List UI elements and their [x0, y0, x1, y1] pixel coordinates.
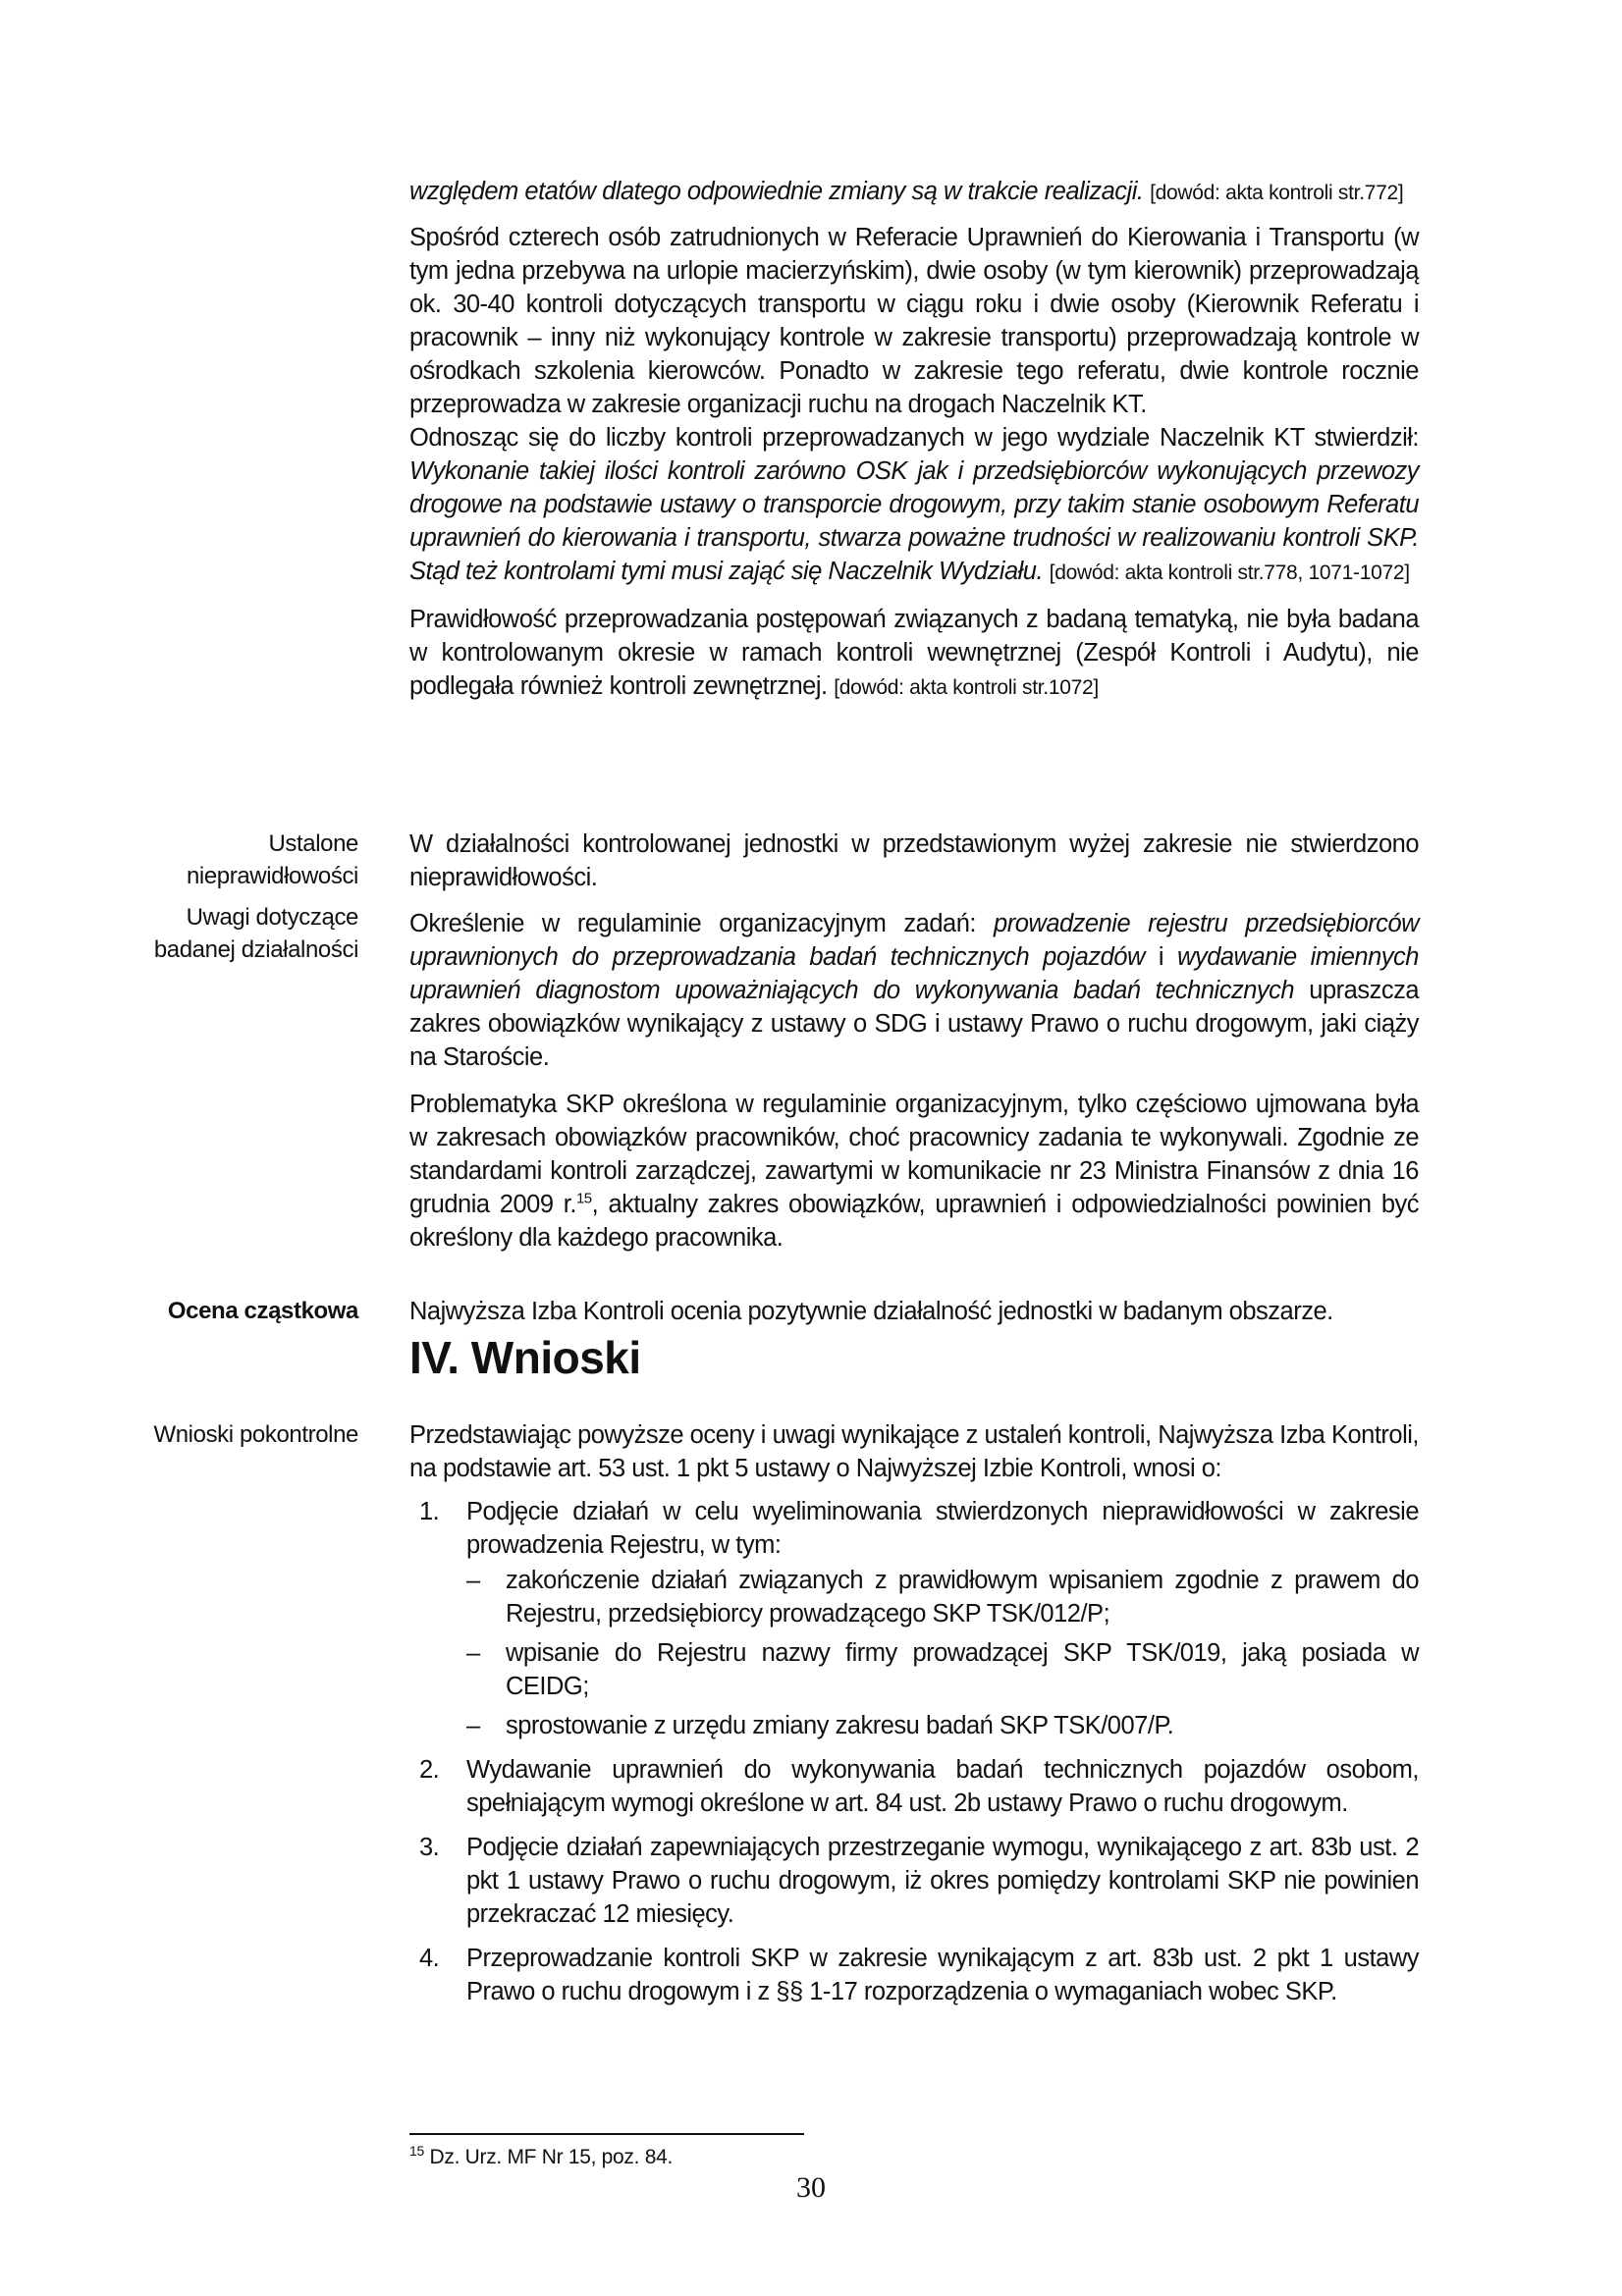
dash-mark: – — [466, 1712, 480, 1739]
main-block-3 — [409, 1295, 1419, 1328]
para4-text: Prawidłowość przeprowadzania postępowań związanych z badaną tematyką, nie była badana w kontrolowanym okresie w ramach kontroli wewnętrznej (Zespół Kontroli i Audytu), nie podlegała również kontroli zewnętrznej. — [409, 606, 1419, 700]
footnote-ref: 15 — [575, 1190, 592, 1207]
main-block-1 — [409, 175, 1419, 705]
sidebar-uwagi: Uwagi dotyczące badanej działalności — [153, 904, 358, 963]
sublist-text: sprostowanie z urzędu zmiany zakresu badań SKP TSK/007/P. — [506, 1712, 1174, 1739]
paragraph-5: W działalności kontrolowanej jednostki w przedstawionym wyżej zakresie nie stwierdzono nieprawidłowości. — [409, 830, 1419, 891]
paragraph-4 — [409, 603, 1419, 705]
sidebar-wnioski: Wnioski pokontrolne — [153, 1421, 358, 1448]
list-text: Wydawanie uprawnień do wykonywania badań technicznych pojazdów osobom, spełniającym wymogi określone w art. 84 ust. 2b ustawy Prawo o ruchu drogowym. — [466, 1756, 1419, 1817]
footnote-number: 15 — [409, 2143, 424, 2159]
paragraph-6 — [409, 907, 1419, 1074]
paragraph-3 — [409, 421, 1419, 590]
list-item — [409, 1831, 1419, 1931]
para3-italic: Wykonanie takiej ilości kontroli zarówno OSK jak i przedsiębiorców wykonujących przewozy drogowe na podstawie ustawy o transporcie drogowym, przy takim stanie osobowym Referatu uprawnień do kierowania i transportu, stwarza poważne trudności w realizowaniu kontroli SKP. Stąd też kontrolami tymi musi zająć się Naczelnik Wydziału. — [409, 457, 1419, 585]
list-number: 2. — [419, 1756, 440, 1784]
paragraph-2: Spośród czterech osób zatrudnionych w Referacie Uprawnień do Kierowania i Transportu (w tym jedna przebywa na urlopie macierzyńskim), dwie osoby (w tym kierownik) przeprowadzają ok. 30-40 kontroli dotyczących transportu w ciągu roku i dwie osoby (Kierownik Referatu i pracownik – inny niż wykonujący kontrole w zakresie transportu) przeprowadzają kontrole w ośrodkach szkolenia kierowców. Ponadto w zakresie tego referatu, dwie kontrole rocznie przeprowadza w zakresie organizacji ruchu na drogach Naczelnik KT. — [409, 224, 1419, 418]
sublist-item — [466, 1636, 1419, 1703]
list-number: 1. — [419, 1498, 440, 1525]
para7-b: , aktualny zakres obowiązków, uprawnień i odpowiedzialności powinien być określony dla każdego pracownika. — [409, 1191, 1420, 1252]
para7-a: Problematyka SKP określona w regulaminie organizacyjnym, tylko częściowo ujmowana była w zakresach obowiązków pracowników, choć pracownicy zadania te wykonywali. Zgodnie ze standardami kontroli zarządczej, zawartymi w komunikacie nr 23 Ministra Finansów z dnia 16 grudnia 2009 r. — [409, 1091, 1419, 1218]
list-text: Podjęcie działań zapewniających przestrzeganie wymogu, wynikającego z art. 83b ust. 2 pkt 1 ustawy Prawo o ruchu drogowym, iż okres pomiędzy kontrolami SKP nie powinien przekraczać 12 miesięcy. — [466, 1834, 1419, 1928]
sidebar-ocena: Ocena cząstkowa — [167, 1298, 358, 1324]
sublist-text: zakończenie działań związanych z prawidłowym wpisaniem zgodnie z prawem do Rejestru, przedsiębiorcy prowadzącego SKP TSK/012/P; — [506, 1567, 1419, 1628]
para6-c: i — [1158, 943, 1164, 971]
list-item — [409, 1753, 1419, 1820]
footnote-separator — [409, 2133, 804, 2135]
list-text: Podjęcie działań w celu wyeliminowania stwierdzonych nieprawidłowości w zakresie prowadzenia Rejestru, w tym: — [466, 1498, 1419, 1559]
para4-evidence: [dowód: akta kontroli str.1072] — [834, 676, 1099, 699]
sublist-text: wpisanie do Rejestru nazwy firmy prowadzącej SKP TSK/019, jaką posiada w CEIDG; — [506, 1639, 1419, 1700]
main-block-2 — [409, 828, 1419, 1255]
para1-evidence: [dowód: akta kontroli str.772] — [1150, 182, 1404, 204]
dash-mark: – — [466, 1567, 480, 1594]
para6-e: upraszcza zakres obowiązków wynikający z ustawy o SDG i ustawy Prawo o ruchu drogowym, jaki ciąży na Staroście. — [409, 977, 1420, 1071]
sublist-item — [466, 1709, 1419, 1742]
sublist — [466, 1564, 1419, 1742]
para1-italic: względem etatów dlatego odpowiednie zmiany są w trakcie realizacji. — [409, 178, 1144, 205]
paragraph-1 — [409, 175, 1419, 210]
list-number: 4. — [419, 1945, 440, 1972]
list-item — [409, 1495, 1419, 1742]
paragraph-9: Przedstawiając powyższe oceny i uwagi wynikające z ustaleń kontroli, Najwyższa Izba Kontroli, na podstawie art. 53 ust. 1 pkt 5 ustawy o Najwyższej Izbie Kontroli, wnosi o: — [409, 1421, 1419, 1482]
section-heading: IV. Wnioski — [409, 1332, 641, 1383]
page-number: 30 — [796, 2171, 826, 2204]
paragraph-8: Najwyższa Izba Kontroli ocenia pozytywnie działalność jednostki w badanym obszarze. — [409, 1298, 1333, 1325]
para3-evidence: [dowód: akta kontroli str.778, 1071-1072] — [1049, 561, 1410, 584]
para6-b: prowadzenie rejestru przedsiębiorców uprawnionych do przeprowadzania badań technicznych pojazdów — [409, 910, 1419, 971]
para6-a: Określenie w regulaminie organizacyjnym zadań: — [409, 910, 976, 937]
list-text: Przeprowadzanie kontroli SKP w zakresie wynikającym z art. 83b ust. 2 pkt 1 ustawy Prawo o ruchu drogowym i z §§ 1-17 rozporządzenia o wymaganiach wobec SKP. — [466, 1945, 1419, 2005]
footnote-text: Dz. Urz. MF Nr 15, poz. 84. — [429, 2146, 673, 2168]
main-block-4 — [409, 1418, 1419, 2019]
dash-mark: – — [466, 1639, 480, 1667]
list-number: 3. — [419, 1834, 440, 1861]
paragraph-7 — [409, 1088, 1419, 1255]
sidebar-ustalone: Ustalone nieprawidłowości — [186, 830, 358, 889]
para3-text: Odnosząc się do liczby kontroli przeprowadzanych w jego wydziale Naczelnik KT stwierdził: — [409, 424, 1419, 452]
sublist-item — [466, 1564, 1419, 1630]
list-item — [409, 1942, 1419, 2008]
conclusions-list — [409, 1495, 1419, 2008]
para6-d: wydawanie imiennych uprawnień diagnostom upoważniających do wykonywania badań technicznych — [409, 943, 1419, 1004]
footnote — [409, 2143, 673, 2169]
